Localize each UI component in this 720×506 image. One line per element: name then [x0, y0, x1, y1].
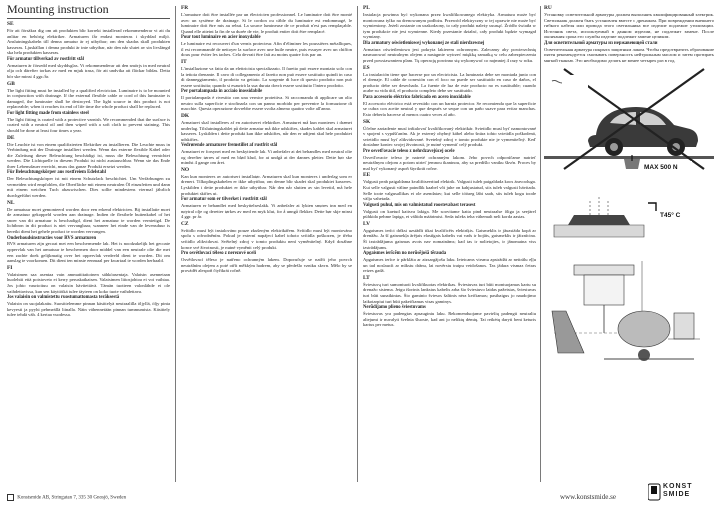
instruction-paragraph: Le luminaire est recouvert d'un vernis protecteur. Afin d'éliminer les poussières métalliques, il est recommandé de nettoyer la surface avec une huile neutre, puis essuyer avec un chiffon doux pour éviter les taches. Cela devrait être fait au moins quatre fois par an.: [181, 41, 352, 58]
language-code: LV: [363, 220, 370, 227]
section-subheading: Dla armatury oświetleniowej wykonanej ze stali nierdzewnej: [363, 40, 485, 46]
gravel-drainage-icon: [552, 311, 694, 361]
instruction-paragraph: Armaturen är försedd med skyddsglas. Vi rekommenderar att den smörjs in med neutral olja och därefter torkas av med en mjuk trasa, för att undvika att fläckar bildas. Detta bör ske minst 4 ggr./år.: [7, 62, 170, 79]
car-crossed-out-icon: [544, 65, 714, 173]
footer-address: Konstsmide AB, Stringatan 7, 335 30 Gnosjö, Sweden: [7, 494, 126, 501]
instruction-paragraph: Šviestuvas yra padengtas apsauginiu laku. Rekomenduojame paviršių padengti neutraliu aliejumi ir nuvalyti švelnia šluoste, kad ant jo neliktų dėmių. Tai reikėtų daryti bent keturis kartus per metus.: [363, 310, 536, 328]
instruction-paragraph: Осветительная арматура покрыта защитным лаком. Чтобы предотвратить образование пятен рекомендуется смазывать поверхность нейтральным маслом и затем протирать мягкой тканью. Это необходимо делать не менее четырех раз в год.: [544, 46, 714, 63]
language-code: NO: [181, 166, 190, 173]
column-3: [363, 4, 536, 490]
instruction-paragraph: Der Beleuchtungskörper ist mit einem Schutzlack beschichtet. Um Verfärbungen zu vermeiden wird empfohlen, die Oberfläche mit einem neutralen Öl einzufetten und dann mit einem weichen Tuch abzuwischen. Dies sollte mindestens viermal jährlich durchgeführt werden.: [7, 176, 170, 199]
language-code: NL: [7, 199, 15, 206]
column-divider: [175, 6, 176, 482]
instruction-paragraph: Apgaismes ierīce ir pārklāta ar aizsargājošu laku. Ieteicams virsmu apstrādāt ar neitrālu eļļu un tad noslaucīt ar mīkstu drānu, lai novērstu traipu veidošanos. Tas jādara vismaz četras reizes gadā.: [363, 256, 536, 274]
section-subheading: Für Beleuchtungskörper aus rostfreiem Edelstahl: [7, 170, 106, 176]
brand-line-1: KONST: [663, 483, 693, 490]
instruction-paragraph: Instalacja powinna być wykonana przez kwalifikowanego elektryka. Armatura może być montowana tylko na drenowanym podłożu. Przewód elektryczny w tej oprawie nie może być wymieniony. Jeżeli zostanie on uszkodzony, to cały produkt należy usunąć. Źródło światła w tym produkcie nie jest wymienne. Kiedy przestanie działać, cały produkt będzie wymagał wymiany.: [363, 12, 536, 40]
column-1-body: [7, 21, 170, 318]
language-code: LT: [363, 274, 370, 281]
section-subheading: Pro osvětlovací těleso z nerezové oceli: [181, 251, 256, 257]
column-divider: [540, 6, 541, 482]
section-subheading: For light fitting made from stainless steel: [7, 110, 89, 116]
instruction-paragraph: The light fitting must be installed by a qualified electrician. Luminaire is to be mounted in conjunction with drainage. If the external flexible cable or cord of this luminaire is damaged, the luminaire shall be destroyed. The light source in this product is not replaceable; when it reaches its end of life time the whole product shall be replaced.: [7, 87, 170, 110]
language-code: SE: [7, 21, 14, 27]
brand-line-2: SMIDE: [663, 491, 691, 498]
section-subheading: Vedrørende armaturer fremstillet af rustfrit stål: [181, 143, 278, 149]
instruction-paragraph: Apgaismes ierīci drīkst uzstādīt tikai kvalificēts elektriķis. Gaismeklis ir jāuzstāda kopā ar drenāžu. Ja šī gaismekļa ārējais elastīgais kabelis vai vads ir bojāts, gaismeklis ir jāiznīcina. Šī izstrādājuma gaismas avots nav nomaināms; kad tas ir nolietojies, ir jānomaina viss izstrādājums.: [363, 227, 536, 250]
section-subheading: Apgaismes ierīcēm no nerūsējošā tērauda: [363, 251, 447, 257]
language-code: IT: [181, 58, 187, 65]
language-code: SK: [363, 118, 371, 125]
language-code: ES: [363, 64, 370, 71]
column-1: [7, 0, 170, 490]
page-title: Mounting instruction: [7, 2, 170, 19]
instruction-paragraph: Šviestuvą turi sumontuoti kvalifikuotas elektrikas. Šviestuvas turi būti montuojamas kartu su drenažo sistema. Jeigu išorinis lankstus kabelis arba šio šviestuvo laidas pažeistas, šviestuvas turi būti sunaikintas. Šio gaminio šviesos šaltinis nėra keičiamas; pasibaigus jo naudojimo laikotarpiui turi būti pakeičiamas visas gaminys.: [363, 281, 536, 304]
luminaire-heat-icon: [554, 195, 690, 237]
instruction-paragraph: De armatuur moet gemonteerd worden door een erkend elektricien. Bij installatie moet de armatuur gekoppeld worden aan drainage. Indien de flexibele buitenkabel of het snoer van dit armatuur is beschadigd, dient het armatuur te worden vernietigd. De lichtbron in dit product is niet vervangbaar, wanneer het einde van de levensduur is bereikt dient het gehele product te worden vervangen.: [7, 206, 170, 235]
section-subheading: For armatur som er tilverket i rustfritt stål: [181, 197, 267, 203]
column-4: [544, 4, 714, 490]
language-code: FI: [7, 264, 13, 271]
language-code: CZ: [181, 220, 189, 227]
language-code: EE: [363, 172, 371, 179]
column-2: [181, 4, 352, 490]
language-code: GB: [7, 80, 15, 87]
instruction-paragraph: Účelne zariadenie musí inštalovať kvalifikovaný elektrikár. Svietidlo musí byť namontované v spojení s vypúšťaním. Ak je externý ohybný kábel alebo šnúra tohto svietidla poškodená, svietidlo musí byť zlikvidované. Svetelný zdroj v tomto produkte nie je vymeniteľný. Keď dosiahne koniec svojej životnosti, je nutné vymeniť celý produkt.: [363, 125, 536, 148]
instruction-paragraph: El accesorio eléctrico está revestido con un barniz protector. Se recomienda que la superficie se cubra con aceite neutral y que después se seque con un paño suave para evitar manchas. Esto debería hacerse al menos cuatro veces al año.: [363, 100, 536, 117]
instruction-paragraph: Установку осветительной арматуры должен выполнять квалифицированный электрик. Светильник должен быть установлен вместе с дренажом. При повреждении внешнего гибкого кабеля или провода этого светильника все изделие подлежит утилизации. Источник света, используемый в данном изделии, не подлежит замене. После окончания срока его службы изделие подлежит замене целиком.: [544, 12, 714, 40]
konstsmide-logo: [648, 483, 712, 501]
instruction-paragraph: Valaisin on suojalakattu. Suosittelemme pinnan käsittelyä neutraalilla öljyllä, öljy pinta kevyesti ja pyyhi pehmeällä liinalla. Näin vähennetään pinnan tummumista. Käsittely tulee tehdä väh. 4 kertaa vuodessa.: [7, 300, 170, 318]
column-4-body: [544, 5, 714, 64]
instruction-paragraph: Il portalampada è rivestito con una vernice protettiva. Si raccomanda di applicare un olio neutro sulla superficie e strofinarla con un panno morbido per prevenire la formazione di macchie. Questa operazione dovrebbe essere svolta almeno quattro volte all'anno.: [181, 95, 352, 112]
section-subheading: Per portalampada in acciaio inossidabile: [181, 89, 263, 95]
instruction-paragraph: Armaturen er behandlet med beskyttelseslakk. Vi anbefaler at lykten smøres inn med en nøytral olje og deretter tørkes av med en myk klut, for å unngå flekker. Dette bør skje minst 4 ggr. pr år.: [181, 203, 352, 220]
section-subheading: Valgusti puhul, mis on valmistatud roostevabast terasest: [363, 202, 476, 208]
column-divider: [357, 6, 358, 482]
instruction-paragraph: Valgusti on kaetud kaitsva lakiga. Me soovitame katta pind neutraalse õliga ja seejärel pühkida pehme lapiga, et vältida määrimist. Seda tuleks teha vähemalt neli korda aastas.: [363, 208, 536, 220]
section-subheading: Para accesorio eléctrico fabricado en acero inoxidable: [363, 94, 471, 100]
footer-website: www.konstsmide.se: [560, 493, 616, 501]
instruction-paragraph: Armatura oświetleniowa jest pokryta lakierem ochronnym. Zalecamy aby powierzchnię nasmarować neutralnym olejem a następnie wytrzeć miękką szmatką w celu zabezpieczenia przed powstawaniem plam. Tę operację powinno się wykonywać co najmniej 4 razy w roku.: [363, 46, 536, 63]
instruction-paragraph: För att försäkra dig om att produkten blir korrekt installerad rekommenderar vi att du anlitar en behörig elektriker. Armaturen får endast monteras i skyddad miljö. Anslutningskabeln till denna armatur är ej utbytbar; om den skadas skall produkten kasseras. Ljuskällan i denna produkt är inte utbytbar, när den når slutet av sin livslängd ska hela produkten kasseras.: [7, 28, 170, 56]
section-subheading: Onderhoudsinstructies voor RVS armaturen: [7, 235, 97, 241]
language-code: FR: [181, 5, 189, 11]
section-subheading: Nerūdijamo plieno šviestuvams: [363, 305, 426, 311]
instruction-paragraph: Valgusti peab paigaldama kvalifitseeritud elektrik. Valgusti tuleb paigaldada koos äravooluga. Kui selle valgusti väline paindlik kaabel või juhe on kahjustatud, siis tuleb valgusti hävitada. Selle toote valgusallikas ei ole asendatav; kui selle tööaeg läbi saab, siis tuleb kogu toode välja vahetada.: [363, 179, 536, 202]
section-subheading: Pour tout luminaire en acier inoxydable: [181, 35, 261, 41]
language-code: DK: [181, 112, 190, 119]
temperature-label: T45° C: [660, 211, 681, 219]
instruction-paragraph: RVS armaturen zijn gecoat met een beschermende lak. Het is noodzakelijk het gecoate oppervlak van het armatuur te beschermen door middel van een neutrale olie die met een zachte doek gelijkmatig over het oppervlak verdeeld dient te worden. Dit om aanslag te voorkomen. Dit dient ten minste eenmaal per kwartaal te worden herhaald.: [7, 241, 170, 264]
instruction-paragraph: L'armature doit être installée par un électricien professionnel. Le luminaire doit être monté avec un système de drainage. Si le cordon ou câble du luminaire est endommagé, le luminaire doit être mis au rebut. La source lumineuse de ce produit n'est pas remplaçable. Quand elle atteint la fin de sa durée de vie, le produit entier doit être remplacé.: [181, 12, 352, 34]
instruction-paragraph: Armaturet skal installeres af en autoriseret elektriker. Armaturet må kun monteres i drænet underlag. Tilslutningskablet på dette armatur må ikke udskiftes, skades kablet skal armaturet kasseres. Lyskilden i dette produkt kan ikke udskiftes, når den er udtjent skal hele produktet udskiftes.: [181, 119, 352, 142]
instruction-paragraph: Osvetľovacie teleso je natreté ochranným lakom. Jeho povrch odporúčame natrieť neutrálnym olejom a potom utrieť jemnou tkaninou, aby sa predišlo vzniku škvŕn. Proces by mal byť vykonaný aspoň štyrikrát ročne.: [363, 154, 536, 171]
instruction-paragraph: Armaturet er forsynet med en beskyttende lak. Vi anbefaler at det behandles med neutral olie og derefter tørres af med en blød klud, for at undgå at der dannes pletter. Dette bør ske mindst 4 gange om året.: [181, 149, 352, 166]
instruction-paragraph: Osvětlovací těleso je natřeno ochranným lakem. Doporučuje se natřít jeho povrch neutrálním olejem a poté otřít měkkým hadrem, aby se předešlo vzniku skvrn. Mělo by se provádět alespoň čtyřikrát ročně.: [181, 256, 352, 274]
instruction-paragraph: Die Leuchte ist von einem qualifizierten Elektriker zu installieren. Die Leuchte muss in Verbindung mit der Drainage installiert werden. Wenn das externe flexible Kabel oder die Zuleitung dieser Beleuchtung beschädigt ist, muss die Beleuchtung vernichtet werden. Die Lichtquelle in diesem Produkt ist nicht austauschbar. Wenn sie das Ende ihrer Lebensdauer erreicht, muss das ganze Produkt ersetzt werden.: [7, 141, 170, 169]
instruction-paragraph: Kan kun monteres av autorisert installatør. Armaturen skal kun monteres i underlag som er drenert. Tilkoplingskabelen er ikke utbyttbar, om denne blir skadet skal produktet kasseres. Lyskilden i dette produktet er ikke utbyttbar. Når den når slutten av sin levetid, må hele produktet skiftes ut.: [181, 173, 352, 196]
installation-illustration: [544, 65, 714, 365]
column-2-body: [181, 5, 352, 274]
instruction-paragraph: Svítidlo musí být instalováno pouze zkušeným elektrikářem. Svítidlo musí být montováno spolu s odvodněním. Pokud je externí napájecí kabel tohoto svítidla poškozen, je třeba svítidlo zlikvidovat. Světelný zdroj v tomto produktu není vyměnitelný. Když dosáhne konce své životnosti, je nutné vyměnit celý produkt.: [181, 227, 352, 250]
max-load-label: MAX 500 N: [644, 163, 678, 171]
language-code: RU: [544, 5, 552, 11]
instruction-paragraph: Valaisimen saa asentaa vain ammattitaitoinen sähköasentaja. Valaisin asennetaan huolehtii että poistoveto ei kerry peruskatkaisen. Valaisimen liitosjohtoa ei voi vaihtaa. Jos johto vaurioituu on valaisin hävitettävä. Tämän tuotteen valonlähde ei ole vaihdettavissa, kun sen käyttöikä tulee täyteen on koko tuote vaihdettava.: [7, 271, 170, 294]
column-3-body: [363, 5, 536, 328]
language-code: PL: [363, 5, 370, 11]
section-subheading: Jos valaisin on valmistettu ruostumattomasta teräksestä: [7, 295, 120, 301]
section-subheading: Для осветительной арматуры из нержавеющей стали: [544, 40, 658, 46]
konstsmide-small-logo-icon: [7, 494, 14, 501]
instruction-paragraph: L'installazione va fatta da un elettricista specializzato. Il faretto può essere montato solo con la tettoia drenante. Il cavo di collegamento al faretto non può essere sostituito quindi in caso di danneggiamento, il prodotto va gettato. La sorgente di luce di questo prodotto non può essere sostituita; quando si esaurirà la sua durata dovrà essere sostituito l'intero prodotto.: [181, 65, 352, 88]
language-code: DE: [7, 134, 15, 141]
instruction-paragraph: La instalación tiene que hacerse por un electricista. La luminaria debe ser montada junto con el drenaje. El cable de conexión con el foco no puede ser sustituido en caso de daños, el producto debe ser desechado. La fuente de luz de este producto no es sustituible; cuando acabe su vida útil, el producto completo debe ser sustituido.: [363, 71, 536, 94]
section-subheading: För armatur tillverkad av rostfritt stål: [7, 56, 84, 62]
instruction-paragraph: The light fitting is coated with a protective varnish. We recommended that the surface is coated with a neutral oil and then wiped with a soft cloth to prevent staining. This should be done at least four times a year.: [7, 116, 170, 133]
section-subheading: Pre osvetľovacie teleso z nehrdzavejúcej ocele: [363, 148, 455, 154]
